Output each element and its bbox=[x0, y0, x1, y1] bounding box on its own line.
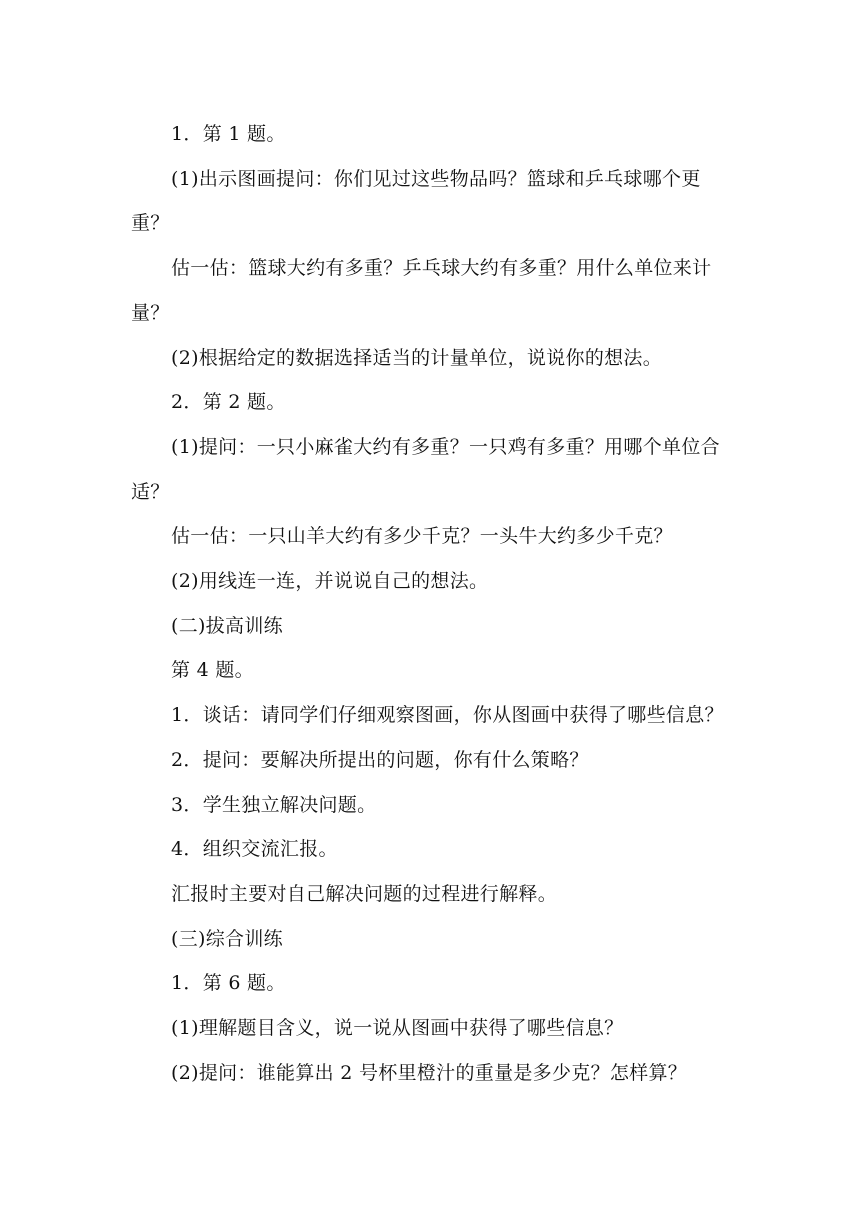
paragraph-exercise-2-part-2: (2)用线连一连，并说说自己的想法。 bbox=[171, 570, 489, 593]
paragraph-step-2-question: 2．提问：要解决所提出的问题，你有什么策略？ bbox=[171, 748, 589, 771]
paragraph-exercise-2-heading: 2．第 2 题。 bbox=[171, 391, 286, 414]
document-body bbox=[131, 112, 735, 1095]
paragraph-exercise-1-estimate: 估一估：篮球大约有多重？乒乓球大约有多重？用什么单位来计量？ bbox=[131, 257, 712, 324]
paragraph-exercise-6-heading: 1．第 6 题。 bbox=[171, 972, 286, 995]
paragraph-exercise-1-part-2: (2)根据给定的数据选择适当的计量单位，说说你的想法。 bbox=[171, 346, 663, 369]
paragraph-exercise-4-heading: 第 4 题。 bbox=[171, 659, 254, 682]
paragraph-step-1-talk: 1．谈话：请同学们仔细观察图画，你从图画中获得了哪些信息？ bbox=[171, 704, 724, 727]
paragraph-step-3-solve: 3．学生独立解决问题。 bbox=[171, 793, 377, 816]
section-heading-advanced-training: (二)拔高训练 bbox=[171, 614, 283, 637]
paragraph-exercise-2-estimate: 估一估：一只山羊大约有多少千克？一头牛大约多少千克？ bbox=[171, 525, 673, 548]
paragraph-exercise-6-part-1: (1)理解题目含义，说一说从图画中获得了哪些信息？ bbox=[171, 1017, 624, 1040]
paragraph-exercise-6-part-2: (2)提问：谁能算出 2 号杯里橙汁的重量是多少克？怎样算？ bbox=[171, 1061, 688, 1084]
paragraph-exercise-1-heading: 1．第 1 题。 bbox=[171, 123, 286, 145]
paragraph-exercise-1-part-1: (1)出示图画提问：你们见过这些物品吗？篮球和乒乓球哪个更重？ bbox=[131, 167, 701, 235]
section-heading-comprehensive-training: (三)综合训练 bbox=[171, 927, 283, 950]
paragraph-step-4-report: 4．组织交流汇报。 bbox=[171, 838, 338, 861]
paragraph-report-note: 汇报时主要对自己解决问题的过程进行解释。 bbox=[171, 882, 558, 905]
paragraph-exercise-2-part-1: (1)提问：一只小麻雀大约有多重？一只鸡有多重？用哪个单位合适？ bbox=[131, 435, 720, 503]
